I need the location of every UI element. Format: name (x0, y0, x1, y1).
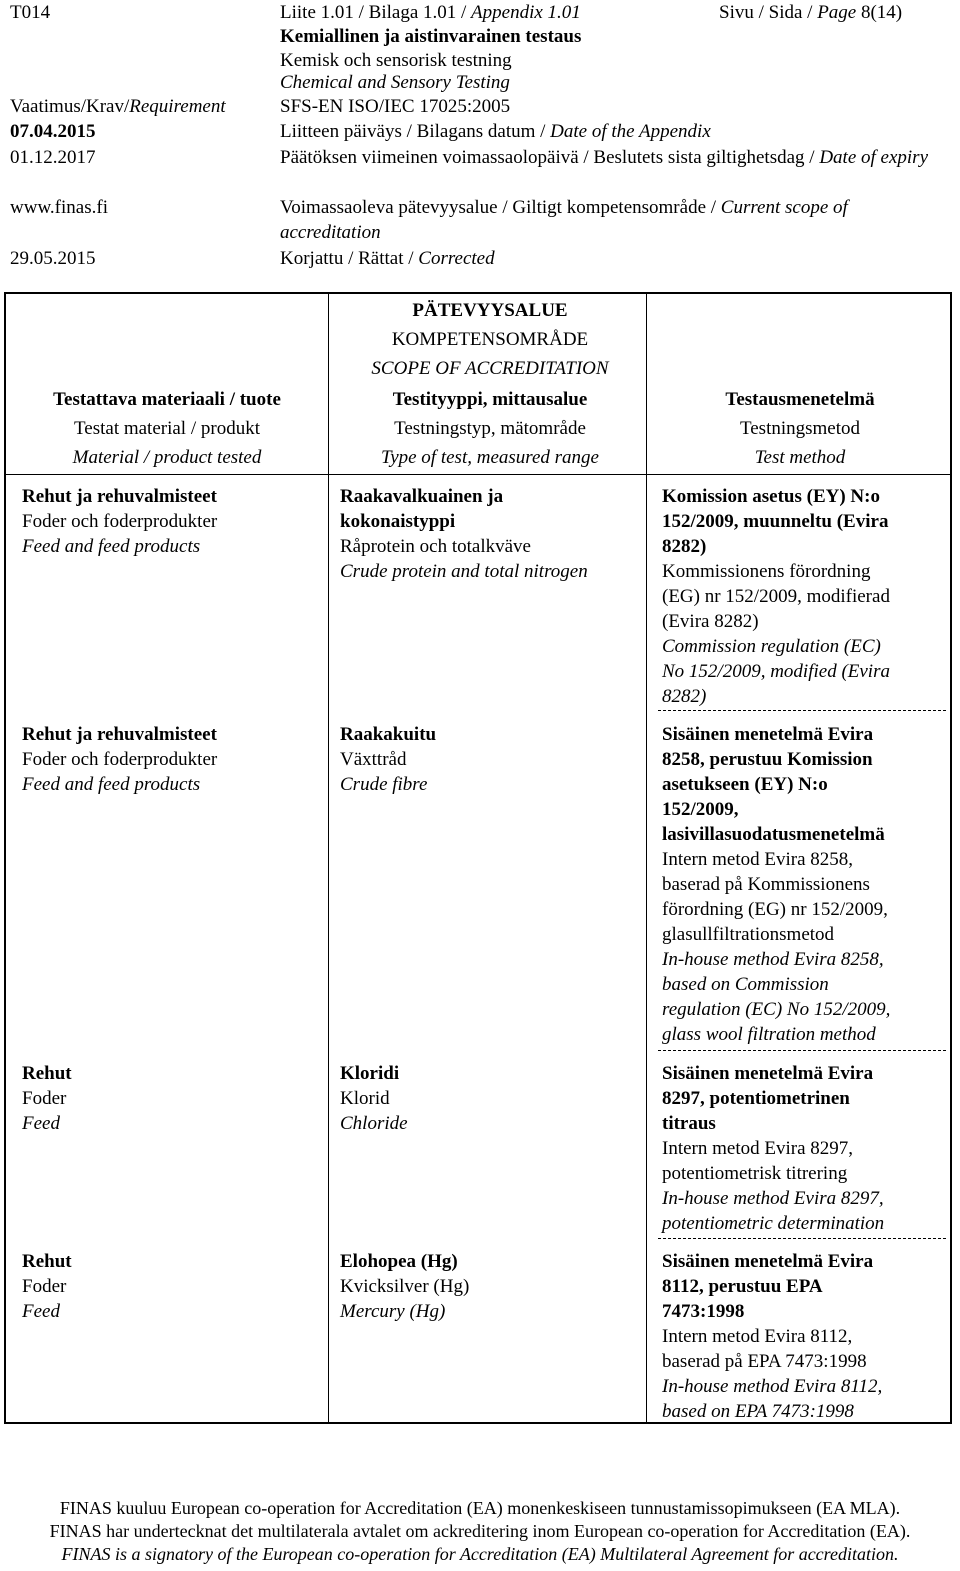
page-number: Sivu / Sida / Page 8(14) (719, 2, 903, 23)
column-header-test: Testityyppi, mittausalue Testningstyp, mätområde Type of test, measured range (381, 389, 599, 468)
scope-row (0, 195, 960, 245)
scope-heading-en: SCOPE OF ACCREDITATION (371, 358, 609, 379)
column-divider-2 (646, 294, 647, 1422)
requirement-row (0, 94, 960, 119)
header-divider (6, 474, 950, 475)
title-en-row (0, 70, 960, 95)
website-link[interactable]: www.finas.fi (10, 197, 108, 218)
row-2-material: Rehut ja rehuvalmisteet Foder och foderprodukter Feed and feed products (22, 724, 218, 795)
document-footer (0, 1497, 960, 1566)
appendix-date-row (0, 119, 960, 144)
footer-en: FINAS is a signatory of the European co-operation for Accreditation (EA) Multilateral Agreement for accreditation. (61, 1544, 899, 1564)
title-sv: Kemisk och sensorisk testning (280, 50, 512, 71)
row-1-material: Rehut ja rehuvalmisteet Foder och foderprodukter Feed and feed products (22, 486, 218, 557)
row-1-method: Komission asetus (EY) N:o 152/2009, muunneltu (Evira 8282) Kommissionens förordning (EG) nr 152/2009, modifierad (Evira 8282) Commission regulation (EC) No 152/2009, modified (Evira 8282) (662, 486, 890, 707)
row-2-divider (658, 1050, 946, 1051)
document-header (0, 0, 960, 280)
column-divider-1 (328, 294, 329, 1422)
footer-fi: FINAS kuuluu European co-operation for Accreditation (EA) monenkeskiseen tunnustamissopimukseen (EA MLA). (59, 1498, 901, 1518)
row-2-method: Sisäinen menetelmä Evira 8258, perustuu Komission asetukseen (EY) N:o 152/2009, lasivillasuodatusmenetelmä Intern metod Evira 8258, baserad på Kommissionens förordning (EG) nr 152/2009, glasullfiltrationsmetod In-house method Evira 8258, based on Commission regulation (EC) No 152/2009, glass wool filtration method (662, 724, 891, 1045)
appendix-date-label: Liitteen päiväys / Bilagans datum / Date of the Appendix (280, 121, 711, 142)
scope-heading-fi: PÄTEVYYSALUE (412, 300, 568, 321)
corrected-row (0, 246, 960, 271)
column-header-method: Testausmenetelmä Testningsmetod Test method (725, 389, 875, 468)
scope-heading (340, 298, 640, 381)
title-fi: Kemiallinen ja aistinvarainen testaus (280, 26, 582, 47)
expiry-label: Päätöksen viimeinen voimassaolopäivä / Beslutets sista giltighetsdag / Date of expiry (280, 147, 928, 168)
appendix-date: 07.04.2015 (10, 121, 96, 142)
title-en: Chemical and Sensory Testing (280, 72, 510, 93)
requirement-label: Vaatimus/Krav/Requirement (10, 96, 226, 117)
scope-table (4, 292, 952, 1424)
corrected-date: 29.05.2015 (10, 248, 96, 269)
row-3-divider (658, 1238, 946, 1239)
row-1-divider (658, 710, 946, 711)
row-2-test: Raakakuitu Växttråd Crude fibre (340, 724, 437, 795)
row-4-material: Rehut Foder Feed (22, 1251, 72, 1322)
row-4-method: Sisäinen menetelmä Evira 8112, perustuu EPA 7473:1998 Intern metod Evira 8112, baserad på EPA 7473:1998 In-house method Evira 8112, based on EPA 7473:1998 (662, 1251, 883, 1422)
title-fi-row (0, 24, 960, 49)
row-3-test: Kloridi Klorid Chloride (340, 1063, 408, 1134)
footer-sv: FINAS har undertecknat det multilaterala avtalet om ackreditering inom European co-operation for Accreditation (EA). (49, 1521, 911, 1541)
scope-heading-sv: KOMPETENSOMRÅDE (391, 329, 589, 350)
header-row-1 (0, 0, 960, 25)
expiry-date: 01.12.2017 (10, 147, 96, 168)
corrected-label: Korjattu / Rättat / Corrected (280, 248, 495, 269)
document-id: T014 (10, 2, 51, 23)
column-header-material: Testattava materiaali / tuote Testat material / produkt Material / product tested (53, 389, 281, 468)
row-3-material: Rehut Foder Feed (22, 1063, 72, 1134)
row-4-test: Elohopea (Hg) Kvicksilver (Hg) Mercury (Hg) (340, 1251, 470, 1322)
row-1-test: Raakavalkuainen ja kokonaistyppi Råprotein och totalkväve Crude protein and total nitrogen (340, 486, 588, 582)
appendix-label: Liite 1.01 / Bilaga 1.01 / Appendix 1.01 (280, 2, 581, 23)
row-3-method: Sisäinen menetelmä Evira 8297, potentiometrinen titraus Intern metod Evira 8297, potentiometrisk titrering In-house method Evira 8297, potentiometric determination (662, 1063, 885, 1234)
requirement-value: SFS-EN ISO/IEC 17025:2005 (280, 96, 511, 117)
scope-label: Voimassaoleva pätevyysalue / Giltigt kompetensområde / Current scope of accreditation (280, 197, 848, 243)
expiry-row (0, 145, 960, 195)
